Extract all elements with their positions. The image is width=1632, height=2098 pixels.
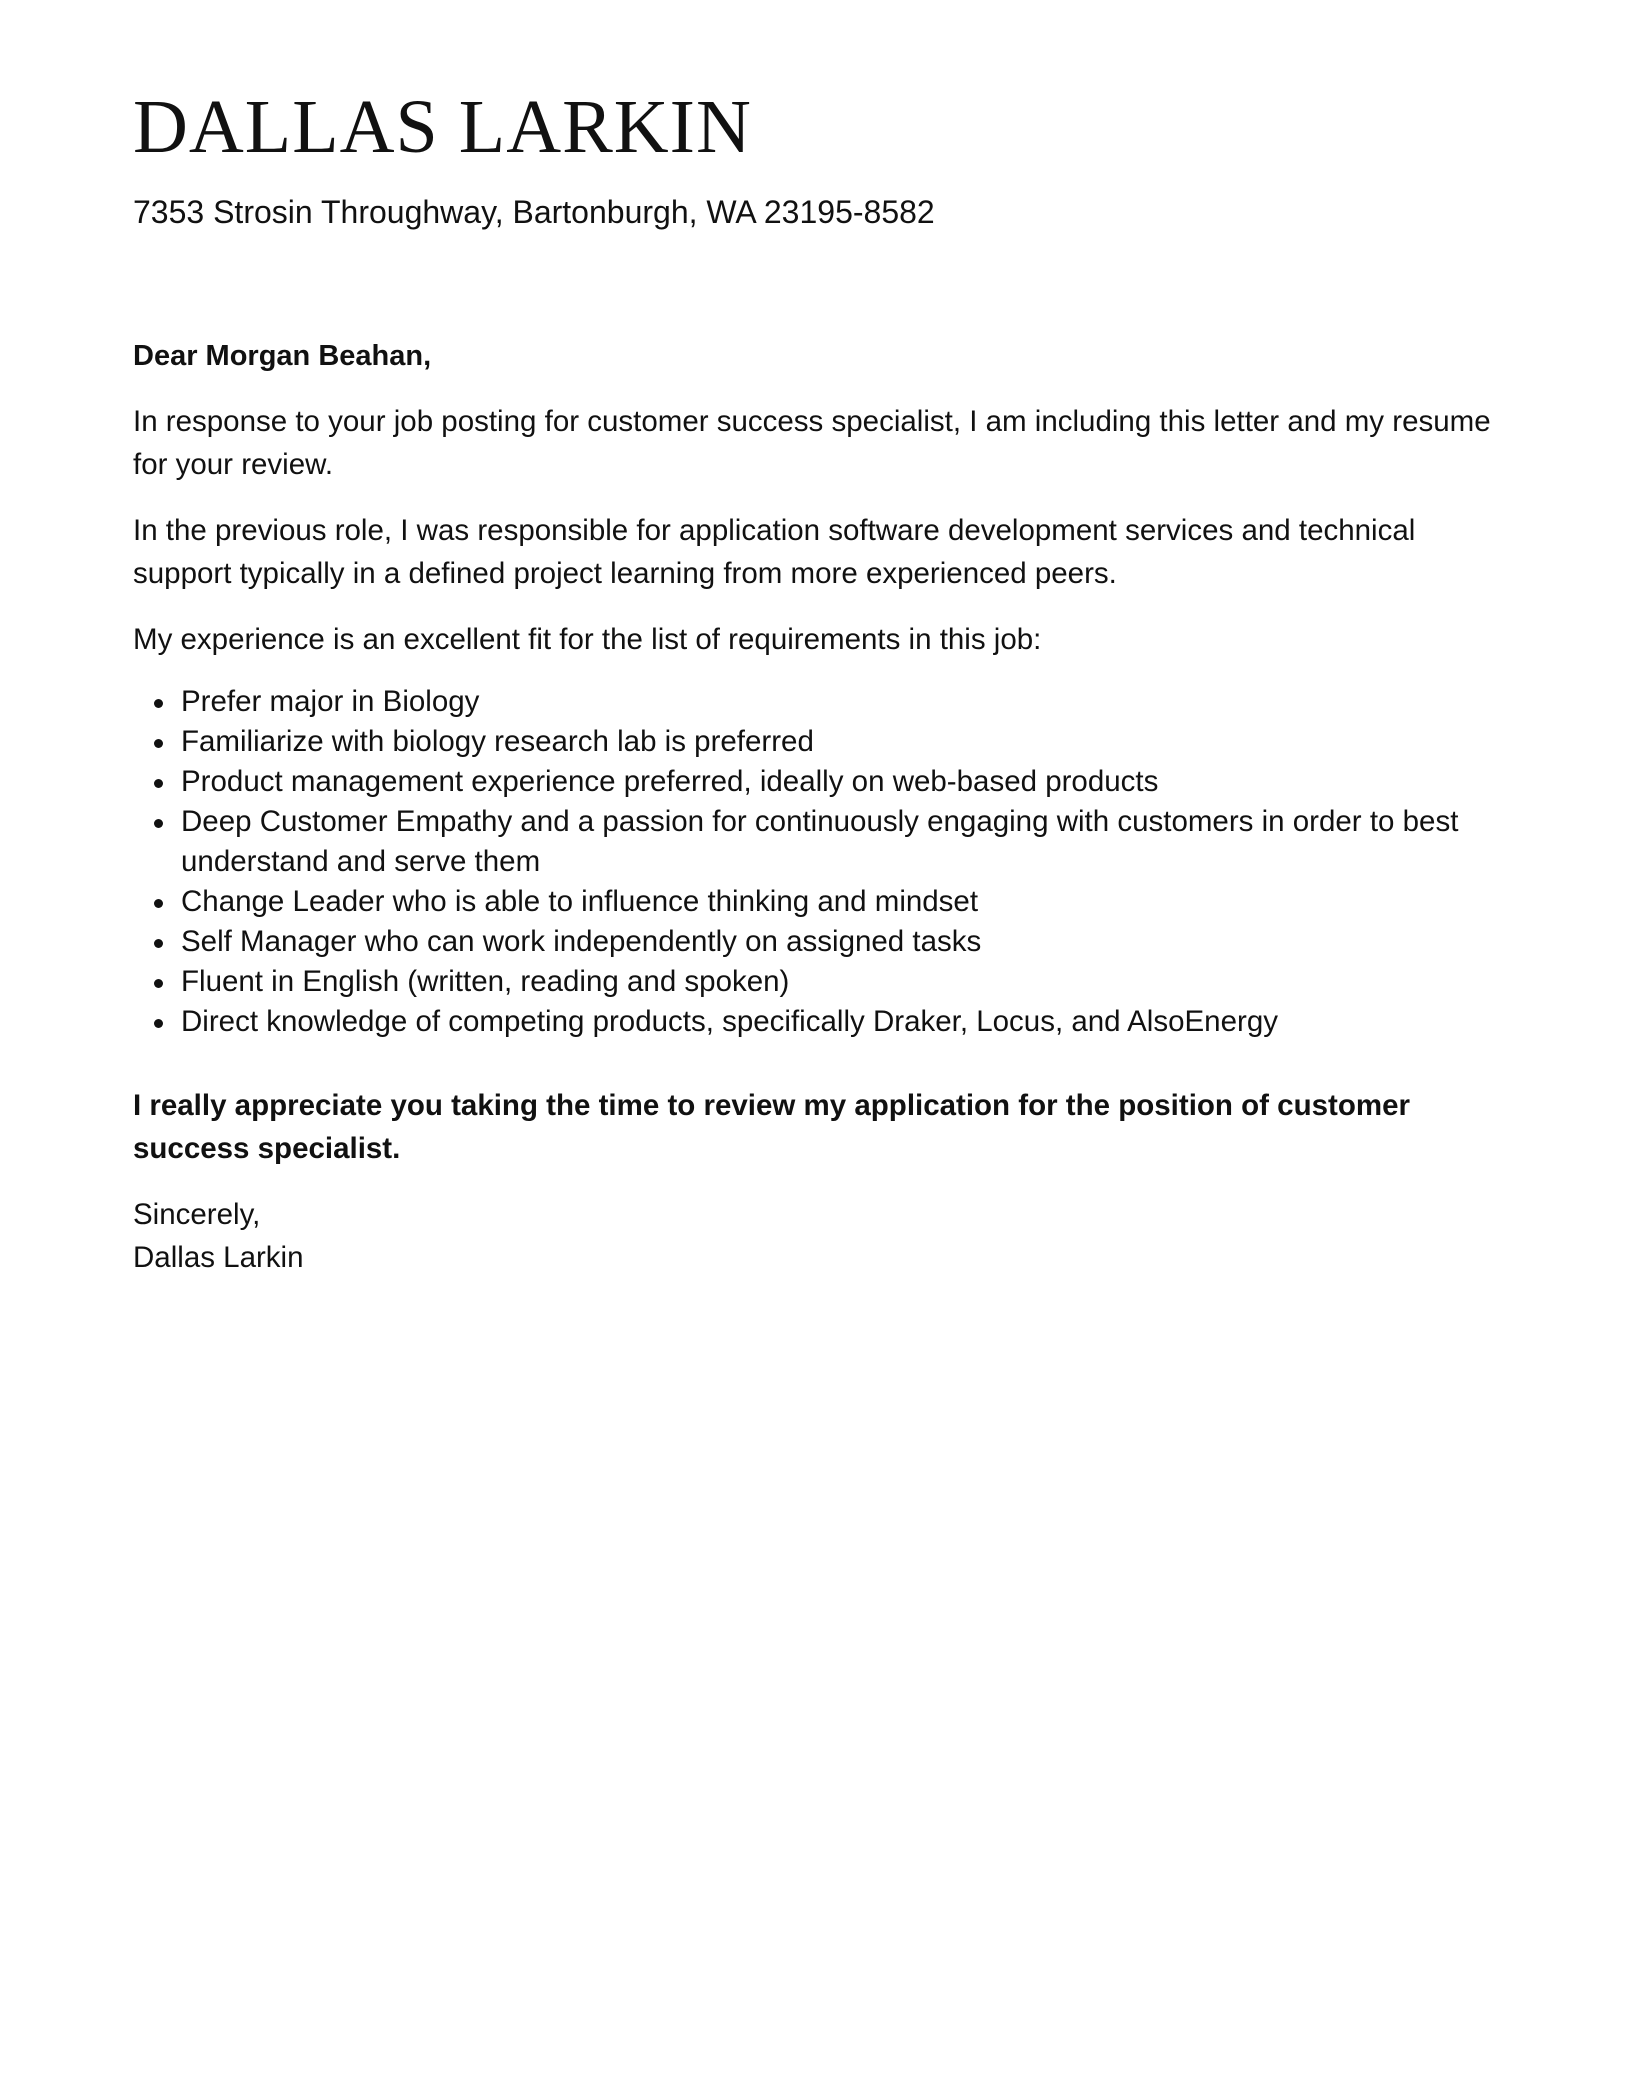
requirement-item — [133, 962, 1499, 1002]
applicant-address: 7353 Strosin Throughway, Bartonburgh, WA 23195-8582 — [133, 194, 935, 230]
requirement-text: Familiarize with biology research lab is preferred — [181, 725, 814, 758]
requirement-text: Direct knowledge of competing products, specifically Draker, Locus, and AlsoEnergy — [181, 1005, 1278, 1038]
bullet-icon — [154, 1019, 163, 1028]
bullet-icon — [154, 939, 163, 948]
bullet-icon — [154, 779, 163, 788]
bullet-icon — [154, 899, 163, 908]
applicant-name: DALLAS LARKIN — [133, 85, 752, 169]
letter-content — [133, 82, 1499, 1279]
requirement-item — [133, 1002, 1499, 1042]
requirement-item — [133, 882, 1499, 922]
requirement-text: Deep Customer Empathy and a passion for continuously engaging with customers in order to best understand and serve them — [181, 805, 1459, 878]
letter-paragraph-fit: My experience is an excellent fit for the list of requirements in this job: — [133, 623, 1042, 656]
requirement-item — [133, 802, 1499, 882]
bullet-icon — [154, 819, 163, 828]
signoff-text: Sincerely, — [133, 1198, 261, 1231]
requirement-text: Product management experience preferred, ideally on web-based products — [181, 765, 1159, 798]
letter-closing: I really appreciate you taking the time to review my application for the position of customer success specialist. — [133, 1089, 1410, 1165]
requirements-list — [133, 682, 1499, 1042]
requirement-text: Prefer major in Biology — [181, 685, 480, 718]
requirement-item — [133, 722, 1499, 762]
requirement-item — [133, 922, 1499, 962]
requirement-item — [133, 682, 1499, 722]
letter-greeting: Dear Morgan Beahan, — [133, 340, 432, 372]
requirement-item — [133, 762, 1499, 802]
letter-signoff-block — [133, 1193, 1499, 1279]
requirement-text: Fluent in English (written, reading and spoken) — [181, 965, 790, 998]
letter-paragraph-intro: In response to your job posting for customer success specialist, I am including this letter and my resume for your review. — [133, 405, 1491, 481]
bullet-icon — [154, 979, 163, 988]
letter-paragraph-experience: In the previous role, I was responsible for application software development services and technical support typically in a defined project learning from more experienced peers. — [133, 514, 1416, 590]
requirement-text: Change Leader who is able to influence thinking and mindset — [181, 885, 979, 918]
requirement-text: Self Manager who can work independently on assigned tasks — [181, 925, 982, 958]
bullet-icon — [154, 739, 163, 748]
bullet-icon — [154, 699, 163, 708]
signature-name: Dallas Larkin — [133, 1241, 304, 1274]
